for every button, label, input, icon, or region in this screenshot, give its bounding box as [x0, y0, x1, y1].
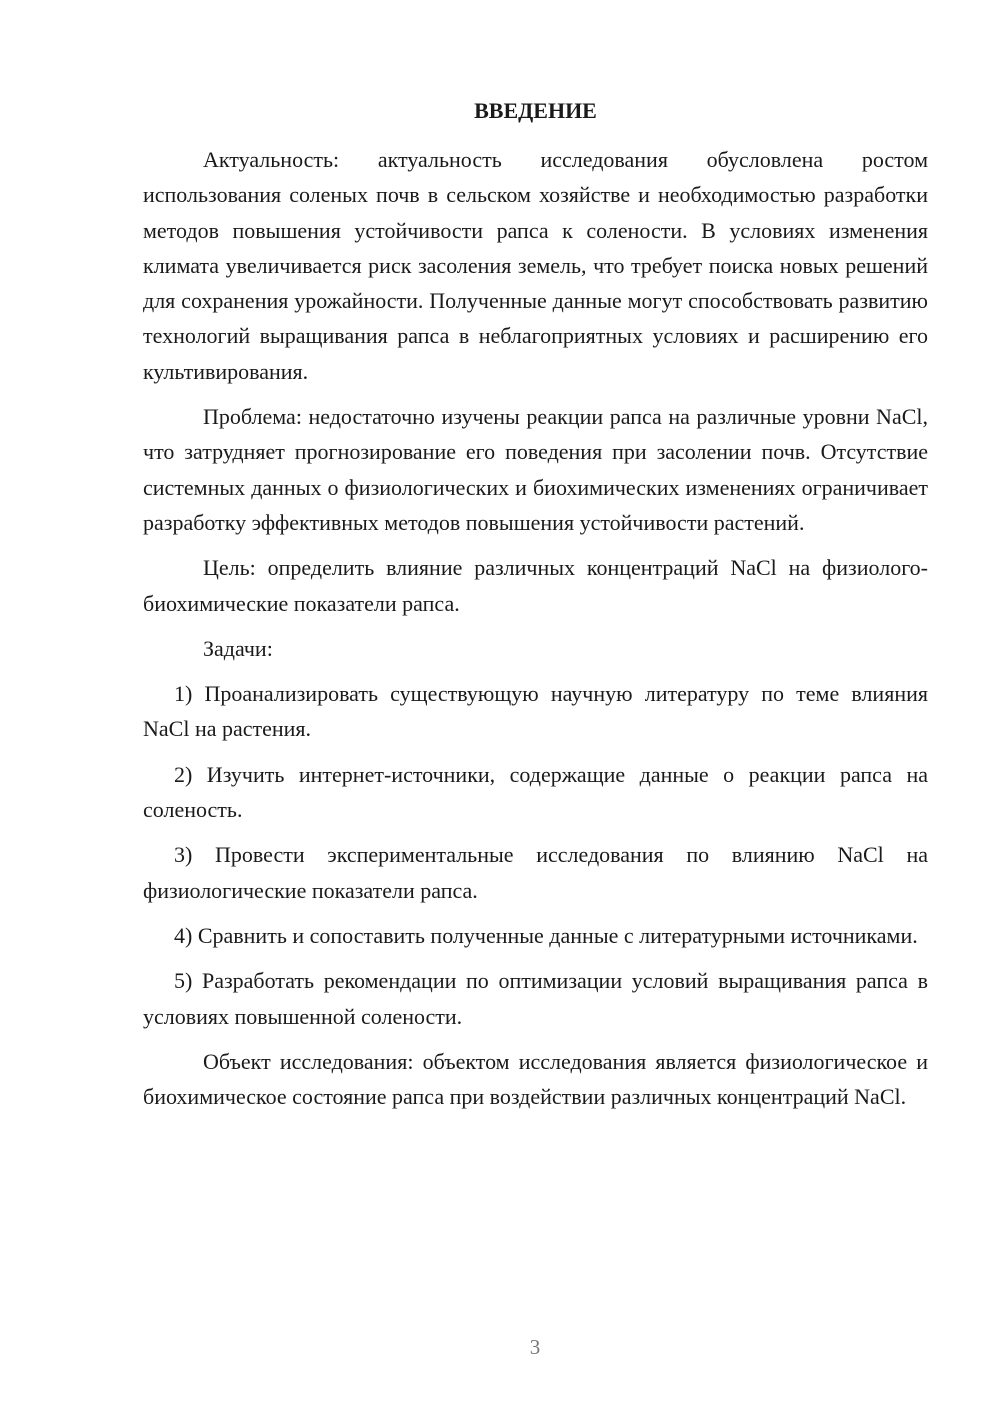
paragraph-object: Объект исследования: объектом исследования является физиологическое и биохимическое состояние рапса при воздействии различных концентраций NaCl. [143, 1048, 928, 1110]
paragraph-problem: Проблема: недостаточно изучены реакции рапса на различные уровни NaCl, что затрудняет прогнозирование его поведения при засолении почв. Отсутствие системных данных о физиологических и биохимических изменениях ограничивает разработку эффективных методов повышения устойчивости растений. [143, 404, 928, 535]
paragraph-relevance: Актуальность: актуальность исследования обусловлена ростом использования соленых почв в сельском хозяйстве и необходимостью разработки методов повышения устойчивости рапса к солености. В условиях изменения климата увеличивается риск засоления земель, что требует поиска новых решений для сохранения урожайности. Полученные данные могут способствовать развитию технологий выращивания рапса в неблагоприятных условиях и расширению его культивирования. [143, 147, 928, 384]
tasks-title: Задачи: [203, 635, 273, 661]
paragraph-goal: Цель: определить влияние различных концентраций NaCl на физиолого-биохимические показатели рапса. [143, 555, 928, 616]
task-item-2: 2) Изучить интернет-источники, содержащие данные о реакции рапса на соленость. [143, 761, 928, 823]
page-title: ВВЕДЕНИЕ [474, 98, 597, 123]
task-item-1: 1) Проанализировать существующую научную литературу по теме влияния NaCl на растения. [143, 681, 928, 742]
task-item-5: 5) Разработать рекомендации по оптимизации условий выращивания рапса в условиях повышенной солености. [143, 968, 928, 1029]
document-body [143, 142, 928, 1114]
task-item-4: 4) Сравнить и сопоставить полученные данные с литературными источниками. [174, 922, 918, 948]
page-number: 3 [529, 1335, 541, 1359]
task-item-3: 3) Провести экспериментальные исследования по влиянию NaCl на физиологические показатели рапса. [143, 842, 928, 903]
